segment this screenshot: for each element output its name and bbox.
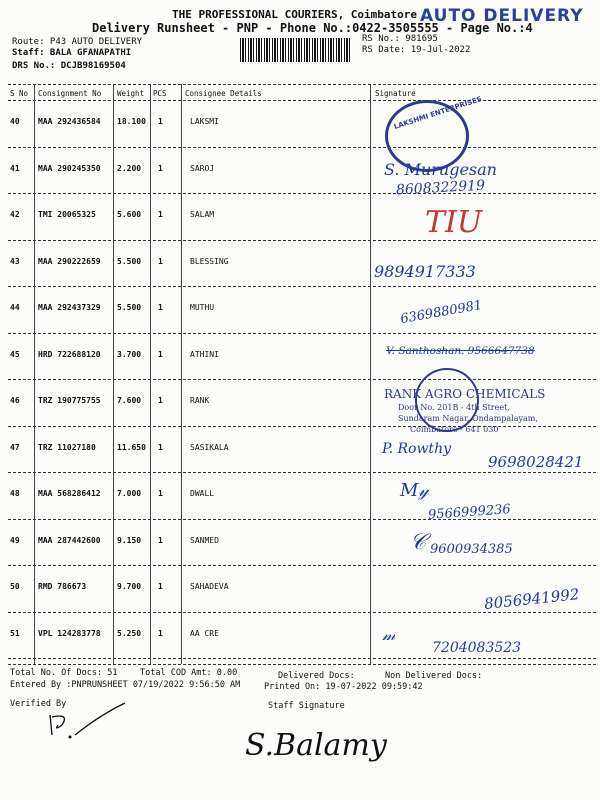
cell-consignee: SANMED [190,535,219,545]
cell-sno: 42 [10,210,20,219]
col-sno: S No [10,89,29,98]
cell-pcs: 1 [158,582,163,591]
cell-weight: 5.500 [117,256,142,266]
signature-41-name: S. Murugesan [384,160,497,179]
cell-weight: 11.650 [117,442,146,452]
total-docs: Total No. Of Docs: 51 [10,668,118,678]
signature-48: 9566999236 [427,502,512,523]
cell-sno: 43 [10,256,20,266]
cell-cno: TRZ 190775755 [38,396,101,405]
cell-sno: 47 [10,442,20,452]
cell-cno: HRD 722688120 [38,349,101,359]
cell-sno: 46 [10,396,20,405]
rank-agro-stamp-line2: Sundaram Nagar, Ondampalayam, [398,414,538,423]
row-separator [8,240,596,241]
company-name: THE PROFESSIONAL COURIERS, Coimbatore [172,8,418,21]
cell-pcs: 1 [158,117,163,126]
auto-delivery-stamp: AUTO DELIVERY [420,6,584,26]
lakshmi-enterprises-seal: LAKSHMI ENTERPRISES [385,100,469,172]
col-consignment: Consignment No [38,89,102,98]
row-separator [8,193,596,194]
header-rule [8,100,596,101]
drs-number: DRS No.: DCJB98169504 [12,61,126,71]
signature-42: TIU [425,205,483,240]
table-bottom-rule [8,664,596,665]
row-separator [8,379,596,380]
cell-sno: 50 [10,582,20,591]
table-top-rule [8,84,596,85]
staff-signature-label: Staff Signature [268,701,345,711]
cell-pcs: 1 [158,396,163,405]
cell-pcs: 1 [158,442,163,452]
col-divider [150,84,151,664]
cell-cno: MAA 287442600 [38,535,101,545]
col-weight: Weight [117,89,145,98]
col-pcs: PCS [153,89,167,98]
rs-number: RS No.: 981695 [362,34,438,44]
col-divider [370,84,371,664]
col-divider [181,84,182,664]
verified-by-signature [40,695,130,745]
cell-consignee: SAHADEVA [190,582,229,591]
cell-consignee: LAKSMI [190,117,219,126]
barcode [240,38,352,62]
cell-weight: 9.150 [117,535,142,545]
route-label: Route: P43 AUTO DELIVERY [12,37,143,47]
cell-sno: 41 [10,163,20,173]
signature-51: 7204083523 [432,640,522,656]
cell-consignee: SASIKALA [190,442,229,452]
cell-weight: 7.000 [117,489,142,498]
cell-weight: 2.200 [117,163,142,173]
cell-pcs: 1 [158,489,163,498]
cell-sno: 48 [10,489,20,498]
col-divider [113,84,114,664]
cell-cno: MAA 290222659 [38,256,101,266]
signature-45: V. Santhoshan. 9566647738 [386,345,535,357]
signature-47-phone: 9698028421 [488,453,584,471]
col-consignee: Consignee Details [185,89,262,98]
cell-sno: 49 [10,535,20,545]
rank-agro-stamp-line3: Coimbatore - 641 030 [410,425,499,434]
cell-weight: 5.500 [117,303,142,312]
cell-cno: TMI 20065325 [38,210,96,219]
cell-cno: MAA 568286412 [38,489,101,498]
printed-on: Printed On: 19-07-2022 09:59:42 [264,682,423,692]
delivered-docs: Delivered Docs: [278,671,355,681]
staff-handwritten-signature: S.Balamy [245,728,387,763]
row-separator [8,286,596,287]
cell-cno: TRZ 11027180 [38,442,96,452]
cell-consignee: SALAM [190,210,215,219]
cell-pcs: 1 [158,349,163,359]
staff-label: Staff: BALA GFANAPATHI [12,48,132,58]
cell-weight: 9.700 [117,582,142,591]
cell-consignee: AA CRE [190,628,219,638]
signature-41-phone: 8608322919 [395,177,486,199]
signature-43: 9894917333 [374,262,476,281]
signature-49: 9600934385 [430,542,513,557]
row-separator [8,565,596,566]
cell-cno: MAA 290245350 [38,163,101,173]
runsheet-title: Delivery Runsheet - PNP - Phone No.:0422-3505555 - Page No.:4 [92,21,533,35]
non-delivered-docs: Non Delivered Docs: [385,671,483,681]
cell-pcs: 1 [158,210,163,219]
signature-47-name: P. Rowthy [382,441,451,457]
row-separator [8,333,596,334]
cell-consignee: DWALL [190,489,215,498]
rs-date: RS Date: 19-Jul-2022 [362,45,471,55]
cell-consignee: BLESSING [190,256,229,266]
cell-weight: 7.600 [117,396,142,405]
cell-pcs: 1 [158,303,163,312]
row-separator [8,519,596,520]
cell-cno: VPL 124283778 [38,628,101,638]
cell-cno: MAA 292437329 [38,303,101,312]
verified-by: Verified By [10,699,67,709]
signature-44: 6369880981 [399,297,484,328]
cell-weight: 18.100 [117,117,146,126]
col-divider [34,84,35,664]
signature-49-mark: 𝒞 [410,530,427,555]
total-cod: Total COD Amt: 0.00 [140,668,238,678]
rank-agro-stamp-line1: Door No. 201B - 4th Street, [398,403,510,412]
signature-51-mark: 𝓂 [382,625,396,644]
col-signature: Signature [375,89,416,98]
cell-sno: 51 [10,628,20,638]
cell-pcs: 1 [158,163,163,173]
cell-consignee: ATHINI [190,349,219,359]
cell-sno: 44 [10,303,20,312]
row-separator [8,147,596,148]
cell-cno: MAA 292436584 [38,117,101,126]
row-separator [8,658,596,659]
row-separator [8,426,596,427]
signature-50: 8056941992 [483,585,581,613]
cell-consignee: RANK [190,396,210,405]
cell-weight: 5.250 [117,628,142,638]
cell-weight: 3.700 [117,349,142,359]
cell-sno: 45 [10,349,20,359]
cell-cno: RMD 786673 [38,582,87,591]
rank-agro-stamp-title: RANK AGRO CHEMICALS [384,387,546,401]
cell-pcs: 1 [158,535,163,545]
cell-consignee: SAROJ [190,163,215,173]
entered-by: Entered By :PNPRUNSHEET 07/19/2022 9:56:50 AM [10,680,241,690]
row-separator [8,612,596,613]
signature-48-mark: M𝓎 [400,480,429,501]
row-separator [8,472,596,473]
cell-pcs: 1 [158,256,163,266]
cell-weight: 5.600 [117,210,142,219]
cell-pcs: 1 [158,628,163,638]
cell-consignee: MUTHU [190,303,215,312]
cell-sno: 40 [10,117,20,126]
